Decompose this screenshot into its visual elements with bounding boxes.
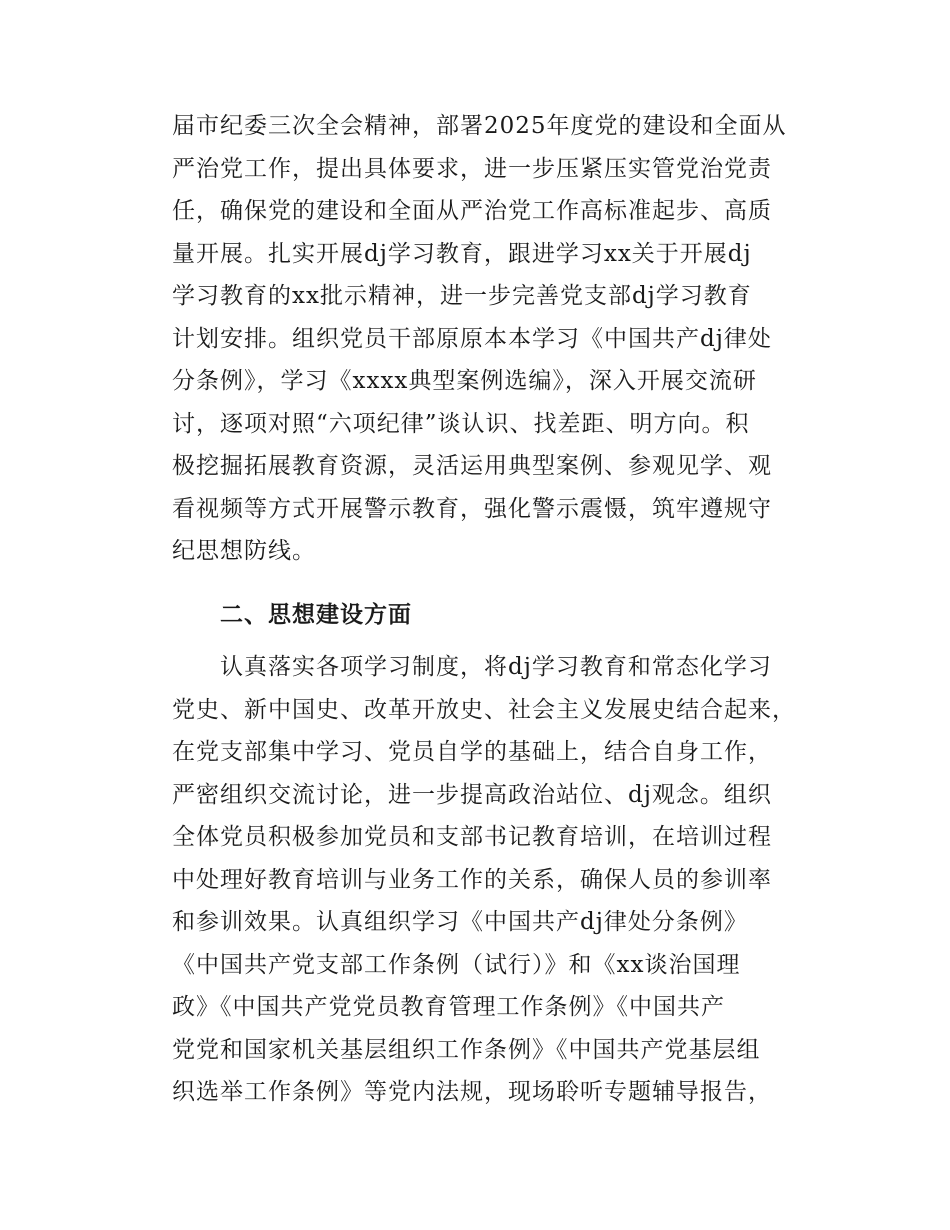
paragraph-line: 看视频等方式开展警示教育，强化警示震慑，筑牢遵规守 [172, 495, 772, 522]
paragraph-line: 党史、新中国史、改革开放史、社会主义发展史结合起来， [172, 696, 796, 723]
paragraph-line: 全体党员积极参加党员和支部书记教育培训，在培训过程 [172, 824, 772, 850]
paragraph-line: 和参训效果。认真组织学习《中国共产dj律处分条例》 [172, 909, 748, 935]
paragraph-line: 政》《中国共产党党员教育管理工作条例》《中国共产 [172, 994, 725, 1020]
paragraph-line: 分条例》，学习《xxxx典型案例选编》，深入开展交流研 [172, 368, 757, 394]
paragraph-line: 纪思想防线。 [172, 538, 316, 564]
paragraph-ideological-building [172, 646, 812, 1114]
paragraph-line: 讨，逐项对照“六项纪律”谈认识、找差距、明方向。积 [172, 410, 750, 437]
paragraph-line: 学习教育的xx批示精神，进一步完善党支部dj学习教育 [172, 283, 752, 309]
section-heading: 二、思想建设方面 [220, 602, 412, 628]
paragraph-line: 严密组织交流讨论，进一步提高政治站位、dj观念。组织 [172, 781, 772, 808]
paragraph-discipline-education [172, 105, 812, 573]
paragraph-line: 织选举工作条例》等党内法规，现场聆听专题辅导报告， [172, 1079, 772, 1105]
paragraph-line: 任，确保党的建设和全面从严治党工作高标准起步、高质 [172, 198, 772, 224]
paragraph-line: 党党和国家机关基层组织工作条例》《中国共产党基层组 [172, 1036, 761, 1063]
paragraph-line: 极挖掘拓展教育资源，灵活运用典型案例、参观见学、观 [172, 453, 772, 479]
paragraph-line: 届市纪委三次全会精神，部署2025年度党的建设和全面从 [172, 113, 787, 139]
paragraph-line: 《中国共产党支部工作条例（试行）》和《xx谈治国理 [172, 951, 741, 978]
paragraph-line: 在党支部集中学习、党员自学的基础上，结合自身工作， [172, 739, 772, 765]
paragraph-line: 计划安排。组织党员干部原原本本学习《中国共产dj律处 [172, 325, 772, 352]
paragraph-line: 中处理好教育培训与业务工作的关系，确保人员的参训率 [172, 866, 772, 893]
paragraph-line: 严治党工作，提出具体要求，进一步压紧压实管党治党责 [172, 155, 772, 182]
paragraph-line: 量开展。扎实开展dj学习教育，跟进学习xx关于开展dj [172, 240, 752, 267]
paragraph-line: 认真落实各项学习制度，将dj学习教育和常态化学习 [172, 654, 772, 680]
